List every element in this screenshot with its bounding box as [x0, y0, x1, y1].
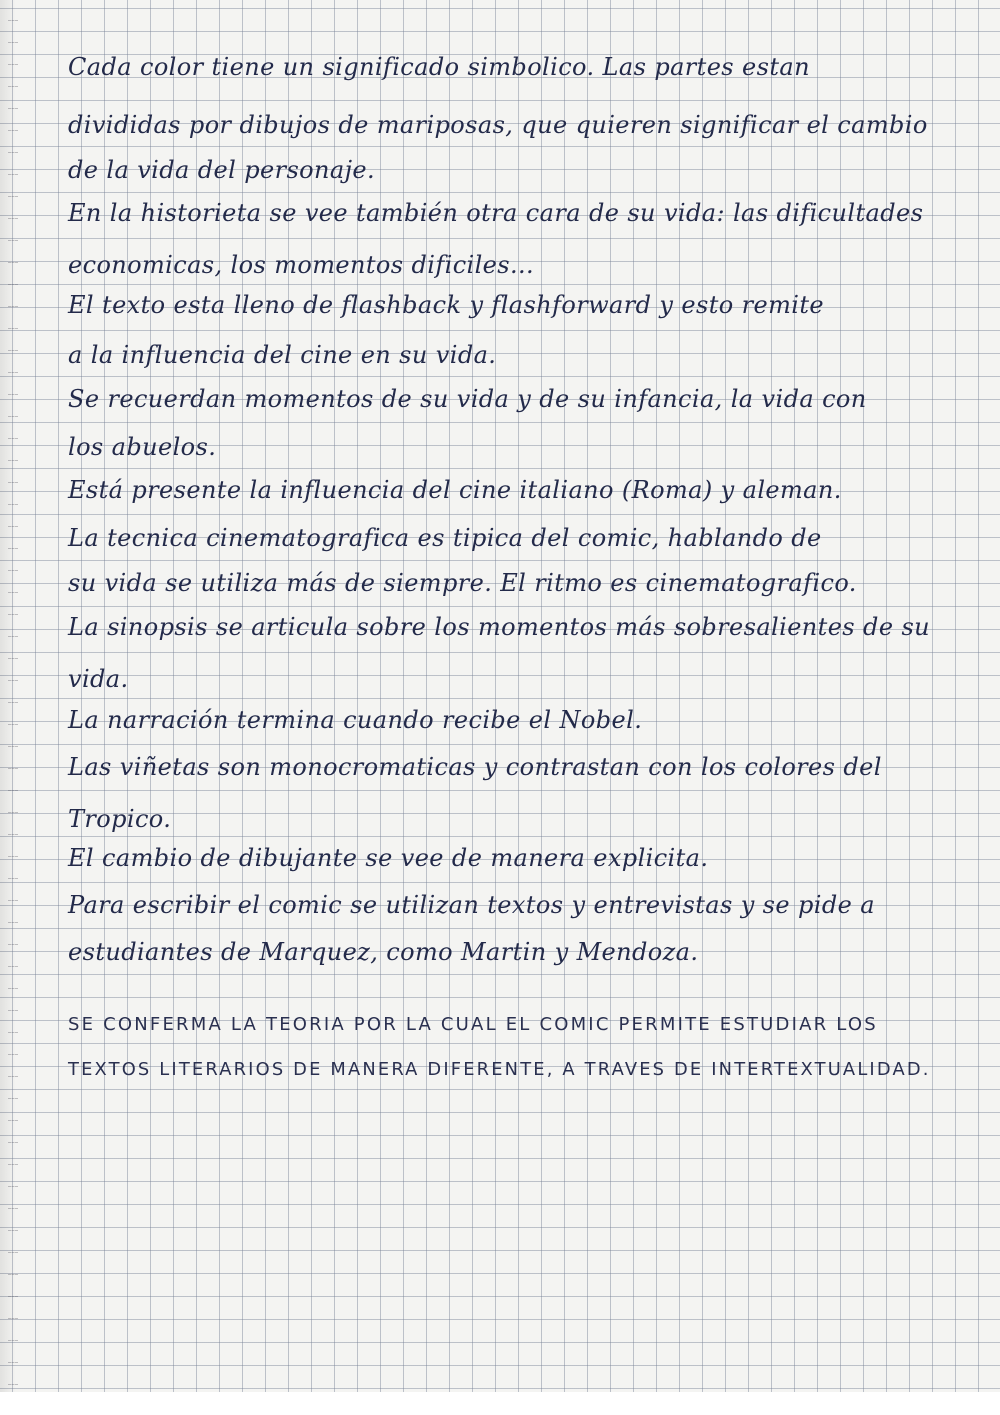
- text-line: La narración termina cuando recibe el Nobel.: [68, 706, 643, 734]
- text-line: Está presente la influencia del cine italiano (Roma) y aleman.: [68, 476, 842, 504]
- text-line: divididas por dibujos de mariposas, que quieren significar el cambio: [68, 111, 928, 139]
- conclusion-line: SE CONFERMA LA TEORIA POR LA CUAL EL COMIC PERMITE ESTUDIAR LOS: [68, 1014, 878, 1035]
- text-line: El cambio de dibujante se vee de manera explicita.: [68, 844, 709, 872]
- text-line: estudiantes de Marquez, como Martin y Mendoza.: [68, 938, 699, 966]
- text-line: La tecnica cinematografica es tipica del comic, hablando de: [68, 524, 822, 552]
- text-line: El texto esta lleno de flashback y flashforward y esto remite: [68, 291, 824, 319]
- text-line: su vida se utiliza más de siempre. El ritmo es cinematografico.: [68, 569, 857, 597]
- text-line: los abuelos.: [68, 433, 217, 461]
- text-line: economicas, los momentos dificiles...: [68, 251, 535, 279]
- text-line: Para escribir el comic se utilizan textos y entrevistas y se pide a: [68, 891, 875, 919]
- text-line: de la vida del personaje.: [68, 156, 376, 184]
- text-line: Se recuerdan momentos de su vida y de su infancia, la vida con: [68, 385, 867, 413]
- text-line: Las viñetas son monocromaticas y contrastan con los colores del: [68, 753, 882, 781]
- text-line: En la historieta se vee también otra cara de su vida: las dificultades: [68, 199, 924, 227]
- conclusion-line: TEXTOS LITERARIOS DE MANERA DIFERENTE, A TRAVES DE INTERTEXTUALIDAD.: [68, 1059, 931, 1080]
- text-line: La sinopsis se articula sobre los momentos más sobresalientes de su: [68, 613, 931, 641]
- text-line: Tropico.: [68, 805, 172, 833]
- text-line: Cada color tiene un significado simbolico. Las partes estan: [68, 53, 810, 81]
- text-line: vida.: [68, 665, 129, 693]
- text-line: a la influencia del cine en su vida.: [68, 341, 497, 369]
